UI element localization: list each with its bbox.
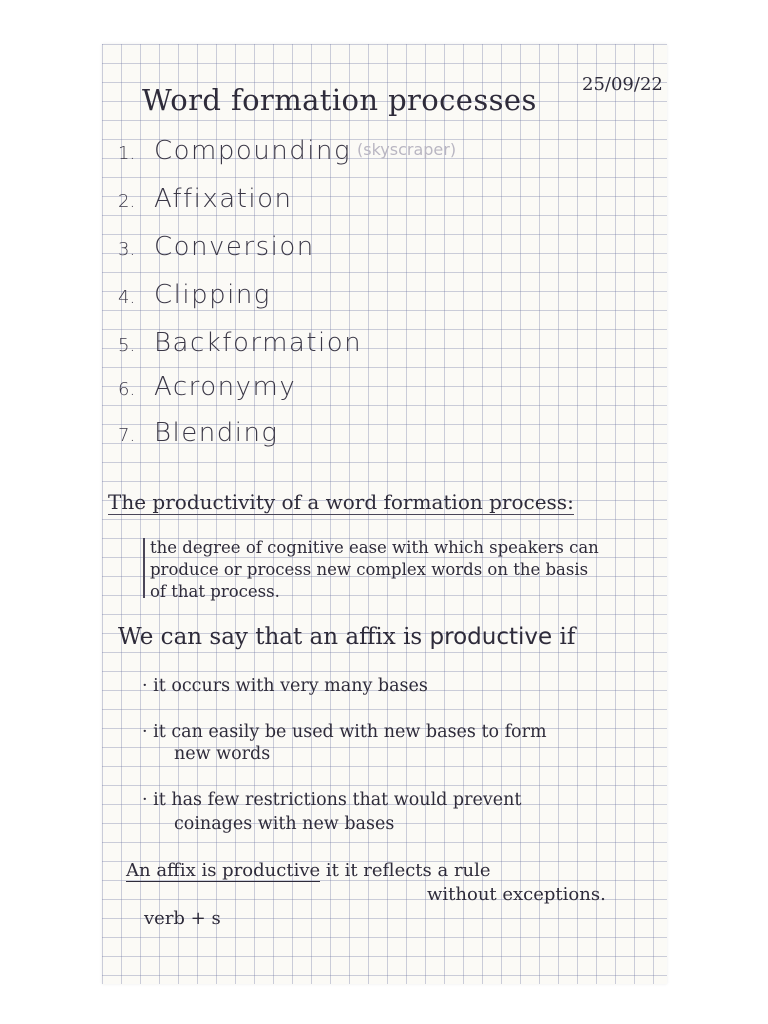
rule-underlined: An affix is productive: [126, 860, 321, 881]
productivity-heading-text: The productivity of a word formation process:: [108, 490, 574, 514]
bullet-item: [142, 792, 521, 810]
list-item-label: Clipping: [154, 280, 271, 310]
list-item-label: Compounding: [154, 136, 352, 166]
list-item: [118, 420, 279, 446]
list-item-number: 2.: [118, 191, 136, 212]
criteria-heading: [118, 626, 575, 649]
list-item-label: Backformation: [154, 328, 363, 358]
bullet-dot: ·: [142, 790, 148, 810]
bullet-text-continued: new words: [174, 744, 271, 764]
list-item: [118, 138, 351, 164]
bullet-text: it occurs with very many bases: [153, 676, 428, 696]
list-item: [118, 330, 362, 356]
rule-line-2: without exceptions.: [427, 884, 606, 905]
list-item-number: 3.: [118, 239, 136, 260]
notebook-page: [102, 44, 667, 984]
list-item-number: 7.: [118, 425, 136, 446]
definition-bar: [143, 538, 145, 598]
bullet-dot: ·: [142, 722, 148, 742]
definition-line: of that process.: [150, 582, 280, 601]
list-item-label: Affixation: [154, 184, 293, 214]
list-item: [118, 186, 293, 212]
bullet-dot: ·: [142, 676, 148, 696]
list-item: [118, 234, 315, 260]
bullet-item: [142, 678, 428, 696]
faint-note: (skyscraper): [357, 140, 457, 159]
list-item-number: 6.: [118, 379, 136, 400]
list-item: [118, 374, 296, 400]
rule-line: [126, 862, 491, 880]
list-item-label: Conversion: [154, 232, 315, 262]
definition-line: produce or process new complex words on the basis: [150, 560, 589, 579]
rule-rest: it it reflects a rule: [320, 860, 491, 881]
list-item-label: Blending: [154, 418, 279, 448]
bullet-text-continued: coinages with new bases: [174, 814, 395, 834]
list-item-number: 5.: [118, 335, 136, 356]
bullet-text: it has few restrictions that would prevent: [153, 790, 522, 810]
list-item-label: Acronymy: [154, 372, 297, 402]
list-item-number: 4.: [118, 287, 136, 308]
page-date: 25/09/22: [582, 74, 663, 95]
example-text: verb + s: [144, 908, 221, 929]
bullet-item: [142, 724, 547, 742]
criteria-heading-pre: We can say that an affix is: [118, 624, 430, 650]
bullet-text: it can easily be used with new bases to form: [153, 722, 547, 742]
criteria-heading-emph: productive: [429, 624, 553, 650]
page-title: Word formation processes: [142, 83, 537, 117]
definition-line: the degree of cognitive ease with which speakers can: [150, 538, 599, 557]
productivity-heading: [108, 492, 574, 512]
list-item: [118, 282, 271, 308]
list-item-number: 1.: [118, 143, 136, 164]
criteria-heading-post: if: [552, 624, 576, 650]
